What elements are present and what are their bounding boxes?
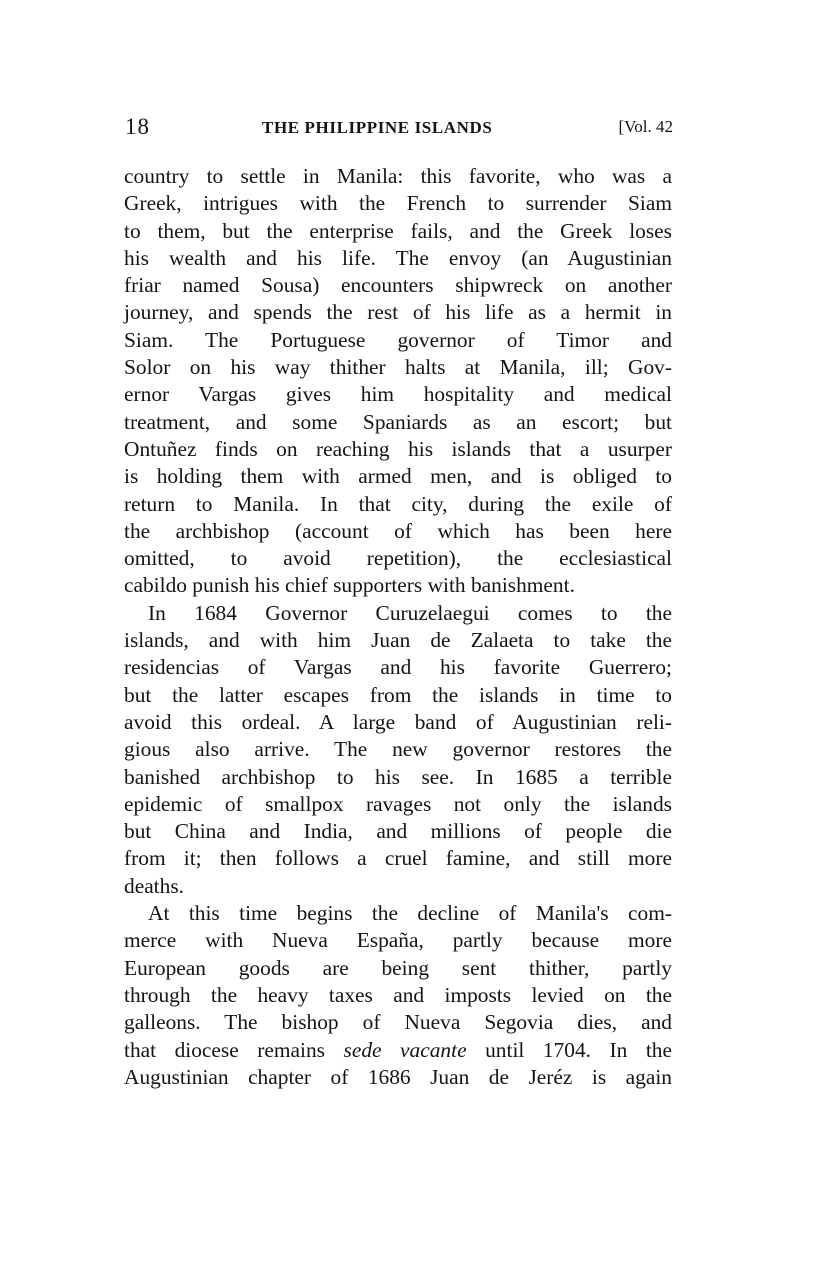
- text-line: return to Manila. In that city, during the exile of: [124, 491, 672, 516]
- paragraph-start-line: At this time begins the decline of Manila's com-: [148, 901, 672, 926]
- text-line: Augustinian chapter of 1686 Juan de Jeréz is again: [124, 1064, 672, 1089]
- body-text: [124, 163, 672, 1091]
- text-line: banished archbishop to his see. In 1685 a terrible: [124, 764, 672, 789]
- text-line: the archbishop (account of which has been here: [124, 518, 672, 543]
- text-line: Greek, intrigues with the French to surrender Siam: [124, 191, 672, 216]
- text-line: epidemic of smallpox ravages not only the islands: [124, 791, 672, 816]
- text-line: galleons. The bishop of Nueva Segovia dies, and: [124, 1010, 672, 1035]
- text-fragment: until 1704. In the: [466, 1037, 672, 1062]
- text-line: friar named Sousa) encounters shipwreck on another: [124, 273, 672, 298]
- text-line: from it; then follows a cruel famine, and still more: [124, 846, 672, 871]
- text-line: treatment, and some Spaniards as an escort; but: [124, 409, 672, 434]
- text-line: journey, and spends the rest of his life as a hermit in: [124, 300, 672, 325]
- text-line: deaths.: [124, 873, 184, 898]
- text-line: through the heavy taxes and imposts levied on the: [124, 982, 672, 1007]
- text-fragment: that diocese remains: [124, 1037, 344, 1062]
- text-line: European goods are being sent thither, partly: [124, 955, 672, 980]
- text-line: Siam. The Portuguese governor of Timor and: [124, 327, 672, 352]
- running-title: THE PHILIPPINE ISLANDS: [262, 118, 493, 137]
- text-line: country to settle in Manila: this favorite, who was a: [124, 164, 672, 188]
- text-line: but the latter escapes from the islands in time to: [124, 682, 672, 707]
- text-line: Ontuñez finds on reaching his islands that a usurper: [124, 436, 672, 461]
- text-line: his wealth and his life. The envoy (an Augustinian: [124, 245, 672, 270]
- text-line: ernor Vargas gives him hospitality and medical: [124, 382, 672, 407]
- text-line: residencias of Vargas and his favorite Guerrero;: [124, 655, 672, 680]
- text-line: islands, and with him Juan de Zalaeta to take the: [124, 628, 672, 653]
- text-line: is holding them with armed men, and is obliged to: [124, 464, 672, 489]
- paragraph-start-line: In 1684 Governor Curuzelaegui comes to the: [148, 600, 672, 625]
- italic-phrase: sede vacante: [343, 1037, 467, 1062]
- text-line: avoid this ordeal. A large band of Augustinian reli-: [124, 709, 672, 734]
- text-line: merce with Nueva España, partly because more: [124, 928, 672, 953]
- volume-label: [Vol. 42: [618, 117, 673, 136]
- text-line: gious also arrive. The new governor restores the: [124, 737, 672, 762]
- page-number: 18: [125, 114, 150, 139]
- text-line: cabildo punish his chief supporters with banishment.: [124, 573, 575, 598]
- text-line-with-italic: [124, 1037, 672, 1064]
- text-line: Solor on his way thither halts at Manila, ill; Gov-: [124, 355, 672, 380]
- text-line: to them, but the enterprise fails, and the Greek loses: [124, 218, 672, 243]
- text-line: but China and India, and millions of people die: [124, 819, 672, 844]
- text-line: omitted, to avoid repetition), the ecclesiastical: [124, 546, 672, 571]
- running-header: [125, 114, 673, 144]
